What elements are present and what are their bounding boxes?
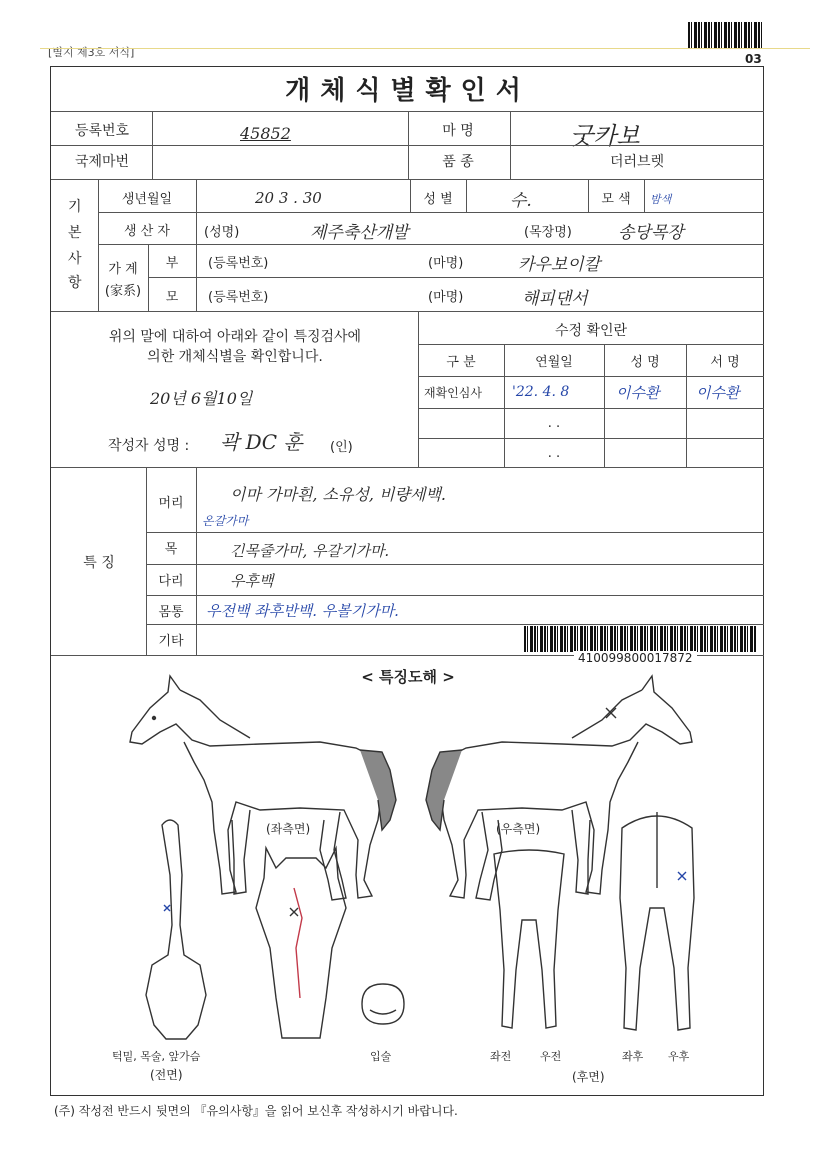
feat-neck-text: 긴목줄가마, 우갈기가마. xyxy=(230,542,390,560)
features-label: 특 징 xyxy=(83,555,115,571)
left-front-label: 좌전 xyxy=(490,1050,512,1063)
amend-col-name: 성 명 xyxy=(630,355,660,370)
barcode-number: 410099800017872 xyxy=(574,651,697,665)
dam-name-value: 해피댄서 xyxy=(522,289,588,309)
feat-neck-label: 목 xyxy=(164,542,178,557)
rear-label: (후면) xyxy=(572,1070,605,1084)
basic-label-1: 기 xyxy=(68,199,82,215)
producer-name-value: 제주축산개발 xyxy=(310,223,409,243)
left-rear-label: 좌후 xyxy=(622,1050,644,1063)
producer-name-label: (성명) xyxy=(204,225,240,240)
basic-label-2: 본 xyxy=(68,225,82,241)
seal-label: (인) xyxy=(330,440,353,455)
amend-title: 수정 확인란 xyxy=(554,323,628,339)
header-rule xyxy=(40,48,810,49)
sex-value: 수. xyxy=(510,191,532,211)
amend-row1-type: 재확인심사 xyxy=(424,386,482,400)
amend-col-sign: 서 명 xyxy=(710,355,740,370)
horse-front-diagram xyxy=(126,815,226,1045)
producer-label: 생 산 자 xyxy=(124,224,170,239)
author-label: 작성자 성명 : xyxy=(108,438,190,454)
form-label: [별지 제3호 서식] xyxy=(48,46,135,59)
author-name: 곽 DC 훈 xyxy=(220,430,303,454)
feat-body-label: 몸통 xyxy=(158,605,184,620)
feat-body-text: 우전백 좌후반백. 우볼기가마. xyxy=(206,602,399,620)
horse-name-value: 굿카보 xyxy=(570,122,640,150)
basic-label-3: 사 xyxy=(68,251,82,267)
feat-etc-label: 기타 xyxy=(158,634,184,649)
right-side-caption: (우측면) xyxy=(496,822,541,836)
dam-reg-label: (등록번호) xyxy=(208,290,269,305)
intl-no-label: 국제마번 xyxy=(74,154,130,170)
front-caption: 턱밑, 목술, 앞가슴 xyxy=(112,1050,201,1063)
birth-label: 생년월일 xyxy=(121,192,173,207)
amend-col-type: 구 분 xyxy=(446,355,476,370)
diagram-title: < 특징도해 > xyxy=(361,668,455,686)
sire-name-label: (마명) xyxy=(428,256,464,271)
feat-leg-text: 우후백 xyxy=(230,572,274,590)
reg-no-label: 등록번호 xyxy=(74,123,130,139)
amend-row3-date: . . xyxy=(547,446,561,461)
reg-no-value: 45852 xyxy=(240,124,291,143)
right-front-label: 우전 xyxy=(540,1050,562,1063)
horse-lips-diagram xyxy=(356,980,410,1030)
pedigree-label: 가 계 xyxy=(108,262,138,277)
recheck-sign: 이수환 xyxy=(696,384,740,402)
dam-label: 모 xyxy=(165,290,179,305)
horse-head-diagram xyxy=(246,838,356,1048)
confirm-text-2: 의한 개체식별을 확인합니다. xyxy=(147,349,323,365)
recheck-name: 이수환 xyxy=(616,384,660,402)
sire-reg-label: (등록번호) xyxy=(208,256,269,271)
confirm-text-1: 위의 말에 대하여 아래와 같이 특징검사에 xyxy=(108,329,362,345)
dam-name-label: (마명) xyxy=(428,290,464,305)
breed-value: 더러브렛 xyxy=(610,154,665,170)
birth-value: 20 3 . 30 xyxy=(255,189,322,207)
color-value: 밤색 xyxy=(650,193,672,206)
amend-row2-date: . . xyxy=(547,416,561,431)
horse-rear-diagram xyxy=(612,808,702,1040)
feat-head-label: 머리 xyxy=(158,496,184,511)
farm-name-label: (목장명) xyxy=(524,225,572,240)
document-title: 개체식별확인서 xyxy=(285,76,531,106)
horse-name-label: 마 명 xyxy=(442,123,474,139)
color-label: 모 색 xyxy=(601,192,631,207)
front-label: (전면) xyxy=(150,1068,183,1082)
left-side-caption: (좌측면) xyxy=(266,822,311,836)
recheck-date: '22. 4. 8 xyxy=(512,384,570,400)
horse-front-legs-diagram xyxy=(484,850,574,1040)
sire-name-value: 카우보이칼 xyxy=(518,255,601,275)
right-rear-label: 우후 xyxy=(668,1050,690,1063)
amend-col-date: 연월일 xyxy=(535,355,573,370)
pedigree-hanja: (家系) xyxy=(104,284,142,299)
feat-head-extra: 온갈가마 xyxy=(202,514,249,528)
barcode-sticker xyxy=(524,626,756,652)
feat-leg-label: 다리 xyxy=(158,574,184,589)
basic-label-4: 항 xyxy=(68,275,82,291)
lips-label: 입술 xyxy=(370,1050,392,1063)
breed-label: 품 종 xyxy=(442,154,474,170)
feat-head-text: 이마 가마흰, 소유성, 비량세백. xyxy=(230,485,446,504)
sex-label: 성 별 xyxy=(423,192,453,207)
page-number: 03 xyxy=(745,52,762,66)
farm-name-value: 송당목장 xyxy=(618,223,684,243)
sire-label: 부 xyxy=(165,256,179,271)
top-barcode xyxy=(688,22,764,48)
issue-date: 20년 6월10일 xyxy=(150,389,253,408)
footnote: (주) 작성전 반드시 뒷면의 『유의사항』을 읽어 보신후 작성하시기 바랍니다. xyxy=(54,1104,458,1118)
